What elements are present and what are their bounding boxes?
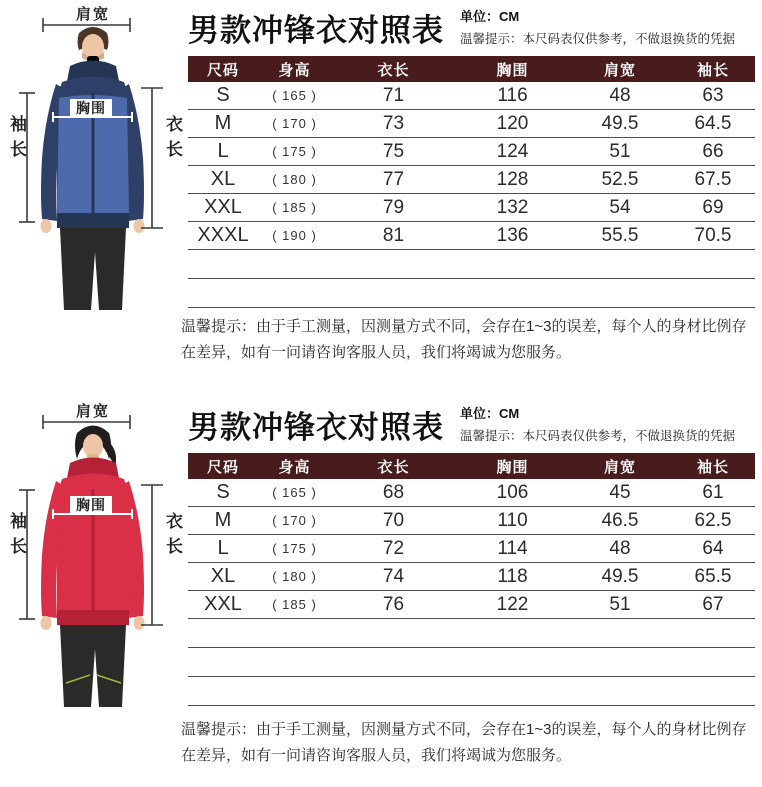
header-height: 身高 [278,61,311,79]
cell-chest: 120 [496,112,529,134]
model-figure-woman [0,397,185,787]
table-row [188,563,755,591]
header-sleeve: 袖长 [696,61,729,79]
table-row [188,222,755,250]
shoulder-width-label: 肩宽 [75,6,110,23]
header-size: 尺码 [206,458,239,476]
table-header-row [188,453,755,479]
header-shoulder: 肩宽 [603,61,636,79]
measurement-warning: 温馨提示：由于手工测量，因测量方式不同，会存在1~3的误差，每个人的身材比例存在差异，如有一问请咨询客服人员，我们将竭诚为您服务。 [181,721,747,764]
cell-size: XL [210,168,236,190]
table-empty-row [188,619,755,648]
cell-chest: 122 [496,593,529,615]
cell-height: ( 180 ) [272,569,317,584]
cell-height: ( 180 ) [272,172,317,187]
model-figure-man [0,0,185,390]
header-length: 衣长 [377,61,410,79]
cell-size: L [217,537,229,559]
cell-shoulder: 51 [609,140,631,162]
cell-length: 75 [382,140,405,162]
cell-height: ( 170 ) [272,513,317,528]
cell-height: ( 190 ) [272,228,317,243]
reference-tip: 温馨提示：本尺码表仅供参考，不做退换货的凭据 [460,429,736,443]
cell-size: L [217,140,229,162]
cell-size: XL [210,565,236,587]
cell-size: XXL [204,593,242,615]
cell-height: ( 170 ) [272,116,317,131]
measurement-warning: 温馨提示：由于手工测量，因测量方式不同，会存在1~3的误差，每个人的身材比例存在差异，如有一问请咨询客服人员，我们将竭诚为您服务。 [181,318,747,361]
cell-chest: 136 [496,224,529,246]
woman-figure [41,426,145,708]
size-table-men [188,56,755,308]
cell-shoulder: 48 [609,84,631,106]
table-row [188,82,755,110]
header-size: 尺码 [206,61,239,79]
table-row [188,591,755,619]
unit-label: 单位：CM [460,406,520,421]
table-row [188,479,755,507]
cell-chest: 128 [496,168,529,190]
cell-sleeve: 69 [702,196,724,218]
cell-height: ( 165 ) [272,88,317,103]
reference-tip: 温馨提示：本尺码表仅供参考，不做退换货的凭据 [460,32,736,46]
table-header-row [188,56,755,82]
header-length: 衣长 [377,458,410,476]
cell-size: S [216,481,230,503]
cell-sleeve: 64 [702,537,724,559]
cell-height: ( 185 ) [272,200,317,215]
cell-sleeve: 67 [702,593,724,615]
cell-length: 71 [382,84,405,106]
cell-sleeve: 66 [702,140,724,162]
header-chest: 胸围 [496,458,529,476]
cell-sleeve: 63 [702,84,724,106]
section-women-size-chart [0,397,762,781]
table-empty-row [188,648,755,677]
table-empty-row [188,279,755,308]
table-row [188,138,755,166]
cell-chest: 106 [496,481,529,503]
cell-length: 70 [382,509,405,531]
cell-chest: 118 [497,565,528,587]
cell-length: 74 [382,565,405,587]
cell-length: 68 [382,481,405,503]
header-sleeve: 袖长 [696,458,729,476]
cell-shoulder: 45 [609,481,631,503]
cell-shoulder: 49.5 [601,565,639,587]
cell-length: 77 [382,168,405,190]
model-photo-women [0,397,185,787]
sleeve-length-label: 袖长 [7,115,26,165]
cell-length: 81 [382,224,405,246]
page-title: 男款冲锋衣对照表 [188,13,444,48]
table-row [188,507,755,535]
page-title: 男款冲锋衣对照表 [188,410,444,445]
table-row [188,194,755,222]
table-empty-row [188,677,755,706]
header-shoulder: 肩宽 [603,458,636,476]
header-chest: 胸围 [496,61,529,79]
cell-chest: 110 [497,509,528,531]
cell-size: S [216,84,230,106]
table-row [188,166,755,194]
cell-shoulder: 55.5 [601,224,639,246]
shoulder-width-label: 肩宽 [75,403,110,420]
cell-shoulder: 54 [609,196,631,218]
cell-length: 79 [382,196,405,218]
table-row [188,110,755,138]
cell-chest: 124 [496,140,529,162]
chest-label: 胸围 [70,496,112,514]
cell-height: ( 185 ) [272,597,317,612]
cell-shoulder: 48 [609,537,631,559]
garment-length-label: 衣长 [163,115,182,165]
cell-sleeve: 61 [702,481,724,503]
cell-sleeve: 67.5 [694,168,732,190]
cell-size: M [214,112,232,134]
cell-size: XXL [204,196,242,218]
cell-sleeve: 70.5 [694,224,732,246]
cell-length: 72 [382,537,405,559]
cell-shoulder: 51 [609,593,631,615]
cell-height: ( 165 ) [272,485,317,500]
cell-sleeve: 65.5 [694,565,732,587]
man-figure [41,27,145,310]
cell-size: M [214,509,232,531]
cell-shoulder: 46.5 [601,509,639,531]
cell-size: XXXL [197,224,249,246]
model-photo-men [0,0,185,390]
table-empty-row [188,250,755,279]
cell-shoulder: 52.5 [601,168,639,190]
garment-length-label: 衣长 [163,512,182,562]
unit-label: 单位：CM [460,9,520,24]
cell-length: 73 [382,112,405,134]
cell-chest: 116 [497,84,528,106]
chest-label: 胸围 [70,99,112,117]
sleeve-length-label: 袖长 [7,512,26,562]
cell-chest: 132 [496,196,529,218]
cell-length: 76 [382,593,405,615]
cell-sleeve: 62.5 [694,509,732,531]
table-row [188,535,755,563]
cell-height: ( 175 ) [272,144,317,159]
cell-sleeve: 64.5 [694,112,732,134]
size-table-women [188,453,755,706]
cell-chest: 114 [497,537,528,559]
header-height: 身高 [278,458,311,476]
cell-shoulder: 49.5 [601,112,639,134]
cell-height: ( 175 ) [272,541,317,556]
